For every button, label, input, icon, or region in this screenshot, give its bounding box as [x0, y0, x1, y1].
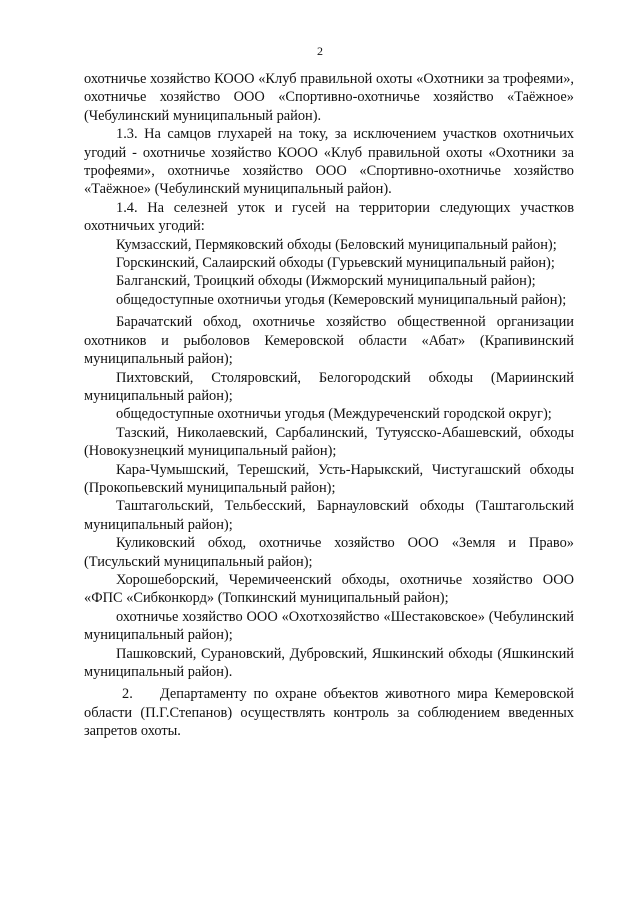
paragraph: 1.4. На селезней уток и гусей на территории следующих участков охотничьих угодий:: [84, 199, 574, 235]
page-number: 2: [317, 44, 323, 58]
list-item: общедоступные охотничьи угодья (Междуреченский городской округ);: [116, 406, 552, 423]
document-body: [84, 70, 578, 741]
list-item: Кумзасский, Пермяковский обходы (Беловский муниципальный район);: [116, 236, 557, 253]
list-item: общедоступные охотничьи угодья (Кемеровский муниципальный район);: [116, 291, 567, 308]
paragraph: 1.3. На самцов глухарей на току, за исключением участков охотничьих угодий - охотничье хозяйство КООО «Клуб правильной охоты «Охотники за трофеями», охотничье хозяйство ООО «Спортивно-охотничье хозяйство «Таёжное» (Чебулинский муниципальный район).: [84, 126, 574, 198]
list-item: Пашковский, Сурановский, Дубровский, Яшкинский обходы (Яшкинский муниципальный район).: [84, 645, 574, 680]
list-item: Барачатский обход, охотничье хозяйство общественной организации охотников и рыболовов Кемеровской области «Абат» (Крапивинский муниципальный район);: [84, 314, 574, 368]
list-item: охотничье хозяйство ООО «Охотхозяйство «Шестаковское» (Чебулинский муниципальный район);: [84, 608, 574, 644]
list-item: Балганский, Троицкий обходы (Ижморский муниципальный район);: [116, 273, 536, 290]
list-item: Хорошеборский, Черемичеенский обходы, охотничье хозяйство ООО «ФПС «Сибконкорд» (Топкинский муниципальный район);: [84, 571, 574, 607]
list-item: Таштагольский, Тельбесский, Барнауловский обходы (Таштагольский муниципальный район);: [84, 498, 574, 533]
list-item: Пихтовский, Столяровский, Белогородский обходы (Мариинский муниципальный район);: [84, 369, 574, 404]
paragraph: охотничье хозяйство КООО «Клуб правильной охоты «Охотники за трофеями», охотничье хозяйство ООО «Спортивно-охотничье хозяйство «Таёжное» (Чебулинский муниципальный район).: [84, 71, 574, 124]
paragraph: 2. Департаменту по охране объектов животного мира Кемеровской области (П.Г.Степанов) осуществлять контроль за соблюдением введенных запретов охоты.: [84, 686, 578, 740]
list-item: Горскинский, Салаирский обходы (Гурьевский муниципальный район);: [116, 255, 555, 272]
list-item: Кара-Чумышский, Терешский, Усть-Нарыкский, Чистугашский обходы (Прокопьевский муниципальный район);: [84, 461, 574, 496]
list-item: Тазский, Николаевский, Сарбалинский, Тутуясско-Абашевский, обходы (Новокузнецкий муниципальный район);: [84, 424, 574, 460]
list-item: Куликовский обход, охотничье хозяйство ООО «Земля и Право» (Тисульский муниципальный район);: [84, 535, 574, 570]
